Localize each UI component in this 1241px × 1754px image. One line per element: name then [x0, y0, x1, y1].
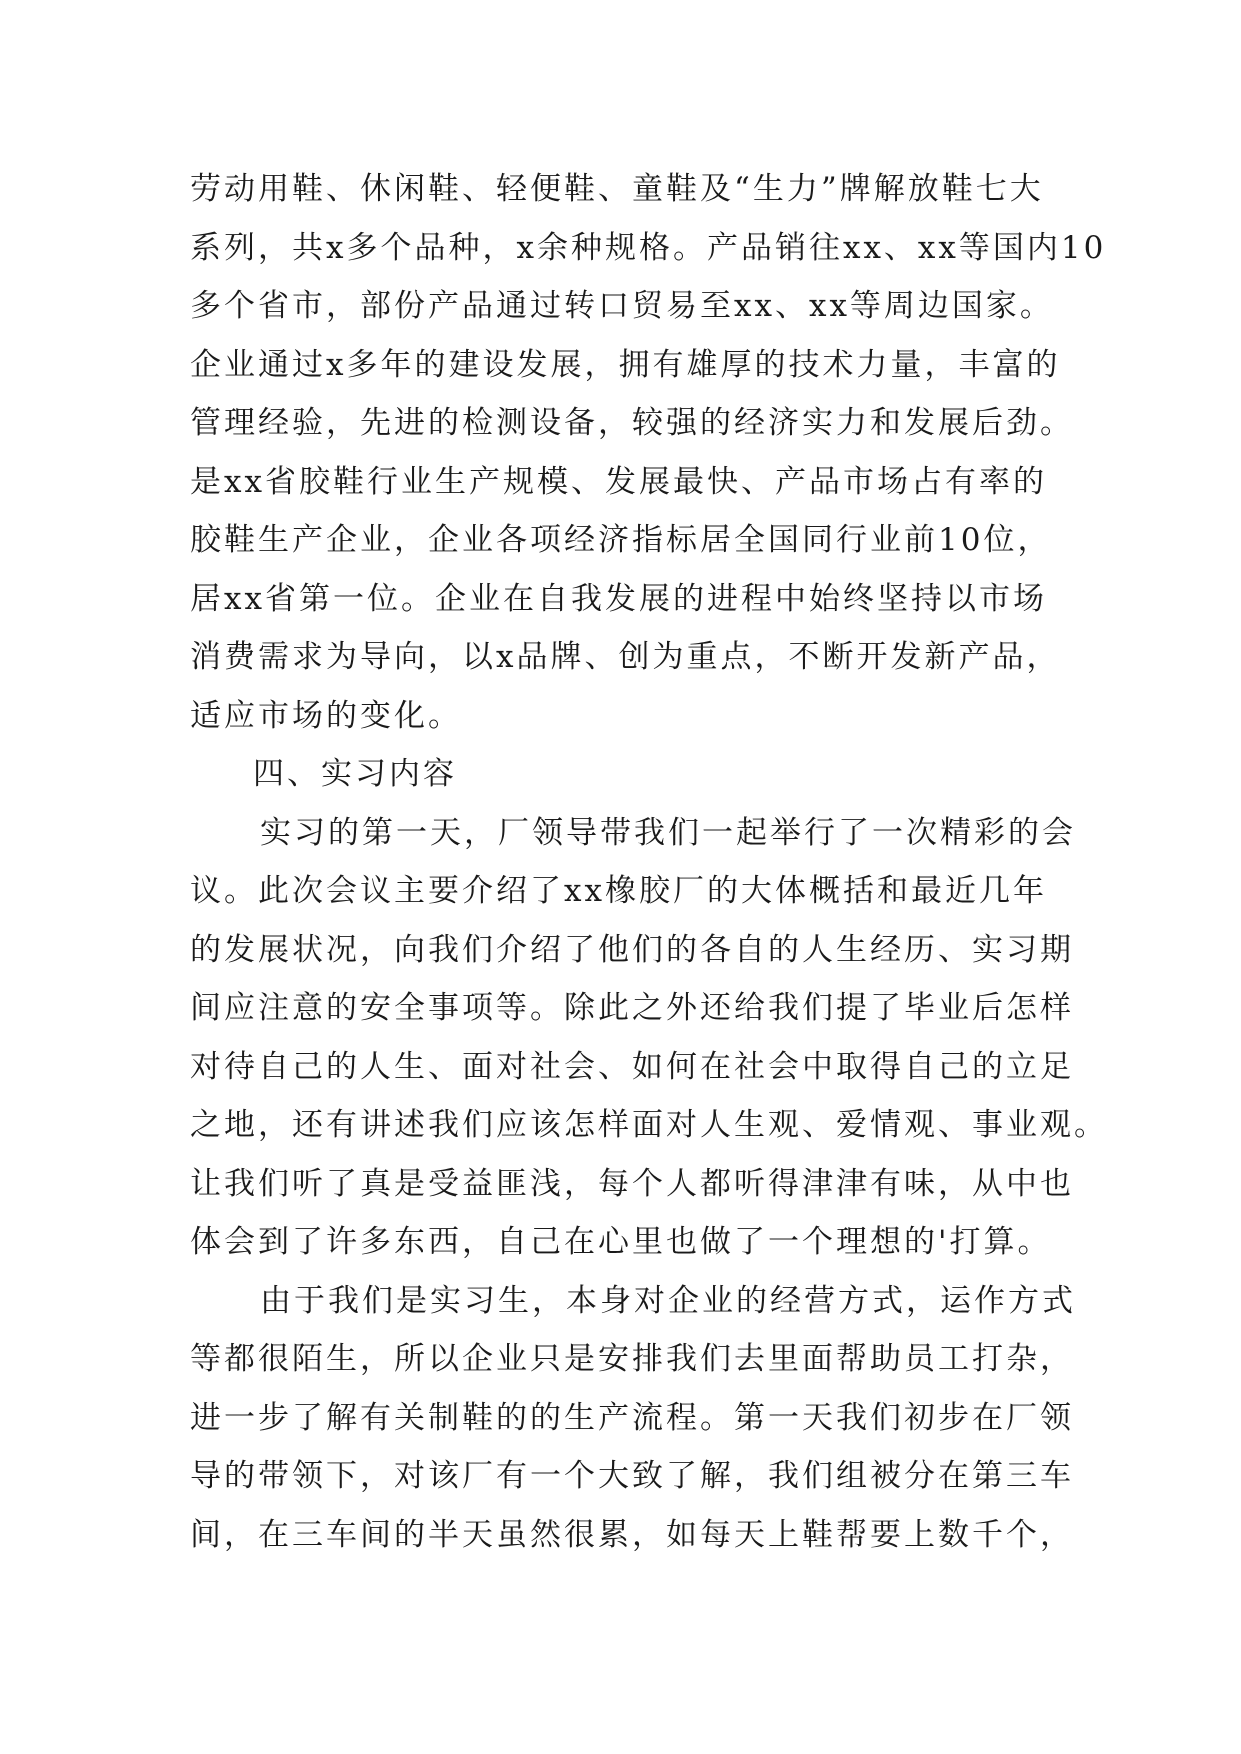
text-line: 胶鞋生产企业，企业各项经济指标居全国同行业前10位，	[190, 522, 1052, 558]
text-line: 体会到了许多东西，自己在心里也做了一个理想的'打算。	[190, 1224, 1052, 1260]
text-line: 之地，还有讲述我们应该怎样面对人生观、爱情观、事业观。	[190, 1107, 1108, 1143]
text-line: 管理经验，先进的检测设备，较强的经济实力和发展后劲。	[190, 405, 1074, 441]
text-line: 居xx省第一位。企业在自我发展的进程中始终坚持以市场	[190, 580, 1047, 617]
text-line: 导的带领下，对该厂有一个大致了解，我们组被分在第三车	[190, 1458, 1074, 1494]
text-line: 适应市场的变化。	[190, 697, 462, 734]
text-line: 间应注意的安全事项等。除此之外还给我们提了毕业后怎样	[190, 990, 1074, 1026]
text-line: 是xx省胶鞋行业生产规模、发展最快、产品市场占有率的	[190, 463, 1047, 500]
text-line: 的发展状况，向我们介绍了他们的各自的人生经历、实习期	[190, 931, 1074, 968]
text-line: 消费需求为导向，以x品牌、创为重点，不断开发新产品，	[190, 639, 1061, 675]
text-line: 对待自己的人生、面对社会、如何在社会中取得自己的立足	[190, 1048, 1074, 1085]
text-line: 间，在三车间的半天虽然很累，如每天上鞋帮要上数千个，	[190, 1516, 1074, 1553]
text-line: 让我们听了真是受益匪浅，每个人都听得津津有味，从中也	[190, 1165, 1074, 1202]
text-line: 进一步了解有关制鞋的的生产流程。第一天我们初步在厂领	[190, 1399, 1074, 1436]
document-body	[190, 160, 1108, 1564]
text-line: 议。此次会议主要介绍了xx橡胶厂的大体概括和最近几年	[190, 873, 1047, 909]
text-line: 多个省市，部份产品通过转口贸易至xx、xx等周边国家。	[190, 288, 1054, 324]
paragraph-first-line: 实习的第一天，厂领导带我们一起举行了一次精彩的会	[260, 814, 1076, 851]
text-line: 等都很陌生，所以企业只是安排我们去里面帮助员工打杂，	[190, 1341, 1074, 1377]
text-line: 劳动用鞋、休闲鞋、轻便鞋、童鞋及“生力”牌解放鞋七大	[190, 171, 1044, 207]
text-line: 系列，共x多个品种，x余种规格。产品销往xx、xx等国内10	[190, 229, 1107, 266]
text-line: 企业通过x多年的建设发展，拥有雄厚的技术力量，丰富的	[190, 346, 1061, 383]
section-heading: 四、实习内容	[253, 756, 457, 792]
paragraph-first-line: 由于我们是实习生，本身对企业的经营方式，运作方式	[260, 1282, 1076, 1319]
